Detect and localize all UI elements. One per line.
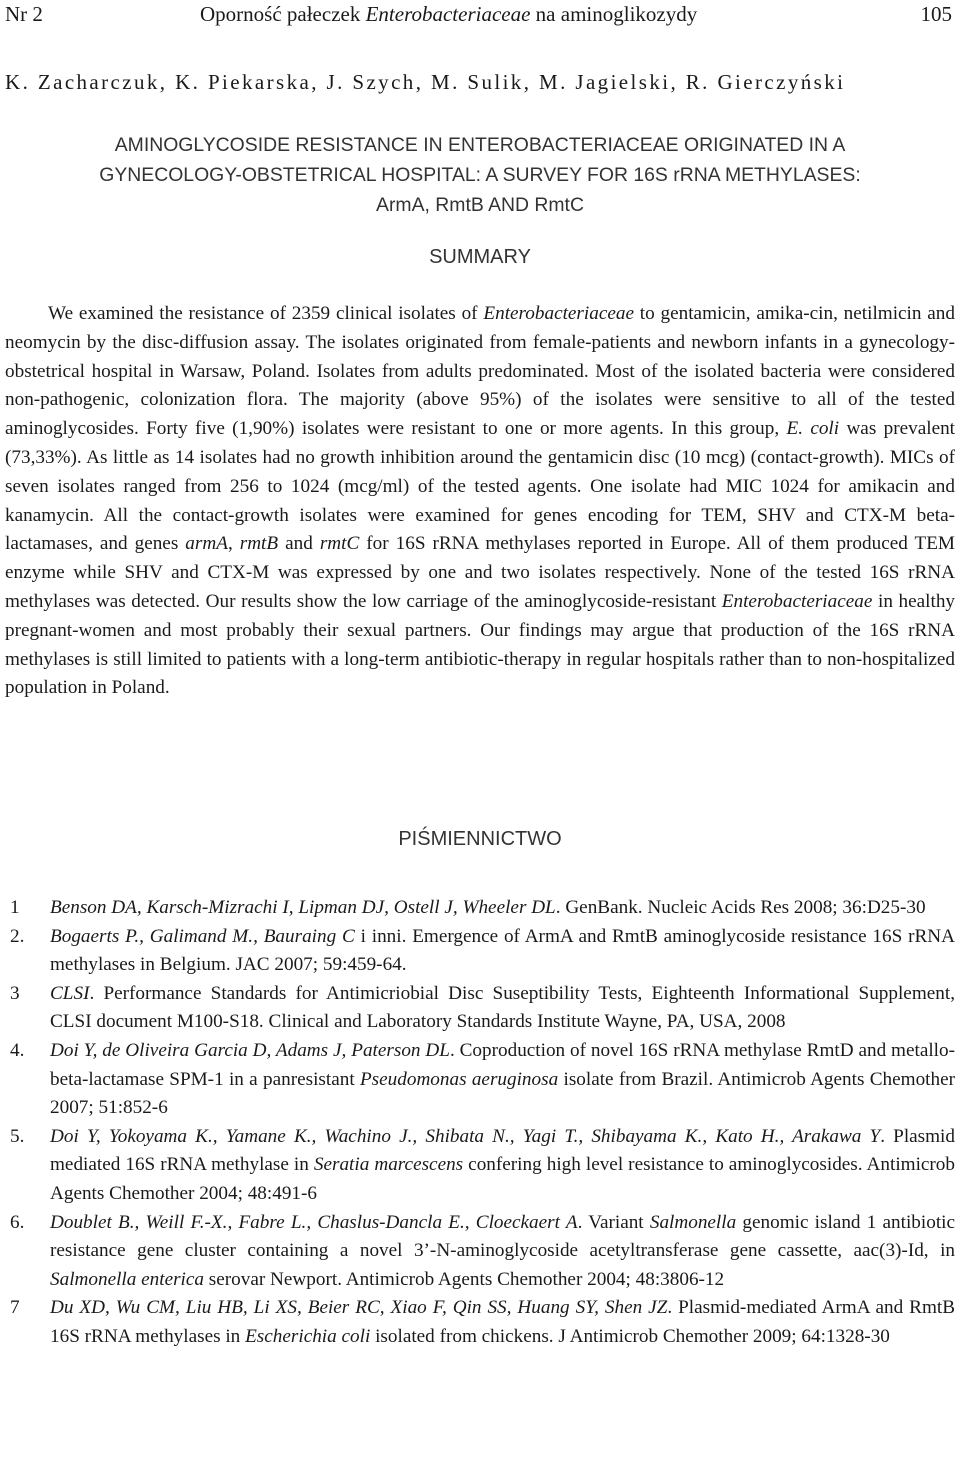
reference-number: 6. [10,1211,25,1233]
reference-item [0,1294,960,1351]
summary-italic-4: rmtB [239,533,279,555]
reference-item [0,980,960,1037]
reference-number: 3 [10,982,20,1004]
reference-italic: Seratia marcescens [313,1154,464,1176]
reference-authors: CLSI [50,982,90,1004]
reference-text-2: confering high level resistance to aminoglycosides. Antimicrob Agents Chemother 2004; 48:491-6 [50,1154,955,1204]
reference-italic-2: Salmonella enterica [50,1268,204,1290]
reference-number: 4. [10,1039,25,1061]
title-line-2: GYNECOLOGY-OBSTETRICAL HOSPITAL: A SURVEY FOR 16S rRNA METHYLASES: [99,164,861,186]
summary-part-7: in healthy pregnant-women and most probably their sexual partners. Our findings may argue that production of the 16S rRNA methylases is still limited to patients with a long-term antibiotic-therapy in regular hospitals rather than to non-hospitalized population in Poland. [5,590,956,699]
reference-text-3: serovar Newport. Antimicrob Agents Chemother 2004; 48:3806-12 [204,1268,725,1290]
summary-part-5: and [278,533,320,555]
running-title [200,2,697,27]
reference-text: i inni. Emergence of ArmA and RmtB aminoglycoside resistance 16S rRNA methylases in Belgium. JAC 2007; 59:459-64. [50,925,955,976]
title-line-3: ArmA, RmtB AND RmtC [376,194,584,216]
reference-text: . Variant [577,1211,650,1233]
reference-text-2: isolated from chickens. J Antimicrob Chemother 2009; 64:1328-30 [370,1325,890,1347]
summary-text [5,300,955,703]
running-title-post: na aminoglikozydy [530,2,698,26]
summary-italic-2: E. coli [786,418,840,440]
reference-number: 7 [10,1297,20,1319]
reference-authors: Du XD, Wu CM, Liu HB, Li XS, Beier RC, Xiao F, Qin SS, Huang SY, Shen JZ [50,1297,668,1319]
summary-part-4: , [227,533,240,555]
reference-italic: Escherichia coli [245,1325,371,1347]
summary-part-1: We examined the resistance of 2359 clinical isolates of [48,303,484,324]
reference-list [0,894,960,1352]
reference-item [0,1037,960,1123]
running-header [0,0,960,32]
reference-text-2: genomic island 1 antibiotic resistance gene cluster containing a novel 3’-N-aminoglycoside acetyltransferase gene cassette, aac(3)-Id, in [50,1211,956,1262]
summary-part-2: to gentamicin, amika-cin, netilmicin and neomycin by the disc-diffusion assay. The isolates originated from female-patients and newborn infants in a gynecology-obstetrical hospital in Warsaw, Poland. Isolates from adults predominated. Most of the isolated bacteria were considered non-pathogenic, colonization flora. The majority (above 95%) of the isolates were sensitive to all of the tested aminoglycosides. Forty five (1,90%) isolates were resistant to one or more agents. In this group, [5,303,955,440]
summary-part-6: for 16S rRNA methylases reported in Europe. All of them produced TEM enzyme while SHV and CTX-M was expressed by one and two isolates respectively. None of the tested 16S rRNA methylases was detected. Our results show the low carriage of the aminoglycoside-resistant [5,533,955,612]
reference-text: . Plasmid mediated 16S rRNA methylase in [50,1125,955,1176]
reference-number: 2. [10,925,25,947]
reference-number: 1 [10,897,20,918]
summary-italic-6: Enterobacteriaceae [721,590,873,612]
title-line-1: AMINOGLYCOSIDE RESISTANCE IN ENTEROBACTERIACEAE ORIGINATED IN A [114,134,846,156]
reference-text: . Plasmid-mediated ArmA and RmtB 16S rRNA methylases in [50,1297,955,1347]
reference-authors: Benson DA, Karsch-Mizrachi I, Lipman DJ, Ostell J, Wheeler DL [50,897,556,918]
summary-italic-5: rmtC [319,533,360,555]
reference-authors: Doi Y, de Oliveira Garcia D, Adams J, Paterson DL [50,1039,450,1061]
reference-authors: Bogaerts P., Galimand M., Bauraing C [50,925,355,947]
summary-part-3: was prevalent (73,33%). As little as 14 isolates had no growth inhibition around the gentamicin disc (10 mcg) (contact-growth). MICs of seven isolates ranged from 256 to 1024 (mcg/ml) of the tested agents. One isolate had MIC 1024 for amikacin and kanamycin. All the contact-growth isolates were examined for genes encoding for TEM, SHV and CTX-M beta-lactamases, and genes [5,418,956,555]
english-title [0,130,960,220]
author-list: K. Zacharczuk, K. Piekarska, J. Szych, M. Sulik, M. Jagielski, R. Gierczyński [5,70,846,94]
issue-number: Nr 2 [5,2,43,26]
reference-authors: Doi Y, Yokoyama K., Yamane K., Wachino J., Shibata N., Yagi T., Shibayama K., Kato H., Arakawa Y [50,1125,881,1147]
reference-italic: Salmonella [649,1211,737,1233]
page-number: 105 [920,2,952,26]
reference-item [0,894,960,923]
running-title-pre: Oporność pałeczek [200,2,366,26]
reference-item [0,923,960,980]
reference-authors: Doublet B., Weill F.-X., Fabre L., Chaslus-Dancla E., Cloeckaert A [50,1211,578,1233]
reference-item [0,1123,960,1209]
running-title-italic: Enterobacteriaceae [365,2,531,26]
reference-text-2: isolate from Brazil. Antimicrob Agents Chemother 2007; 51:852-6 [50,1068,955,1119]
reference-text: . Performance Standards for Antimicriobial Disc Suseptibility Tests, Eighteenth Informational Supplement, CLSI document M100-S18. Clinical and Laboratory Standards Institute Wayne, PA, USA, 2008 [50,982,955,1033]
reference-number: 5. [10,1125,25,1147]
summary-italic-3: armA [185,533,228,555]
reference-italic: Pseudomonas aeruginosa [359,1068,559,1090]
references-heading: PIŚMIENNICTWO [398,828,562,850]
reference-text: . GenBank. Nucleic Acids Res 2008; 36:D25-30 [555,897,926,918]
reference-item [0,1209,960,1295]
reference-text: . Coproduction of novel 16S rRNA methylase RmtD and metallo-beta-lactamase SPM-1 in a panresistant [50,1039,955,1090]
summary-italic-1: Enterobacteriaceae [483,303,634,324]
summary-heading: SUMMARY [429,246,531,268]
